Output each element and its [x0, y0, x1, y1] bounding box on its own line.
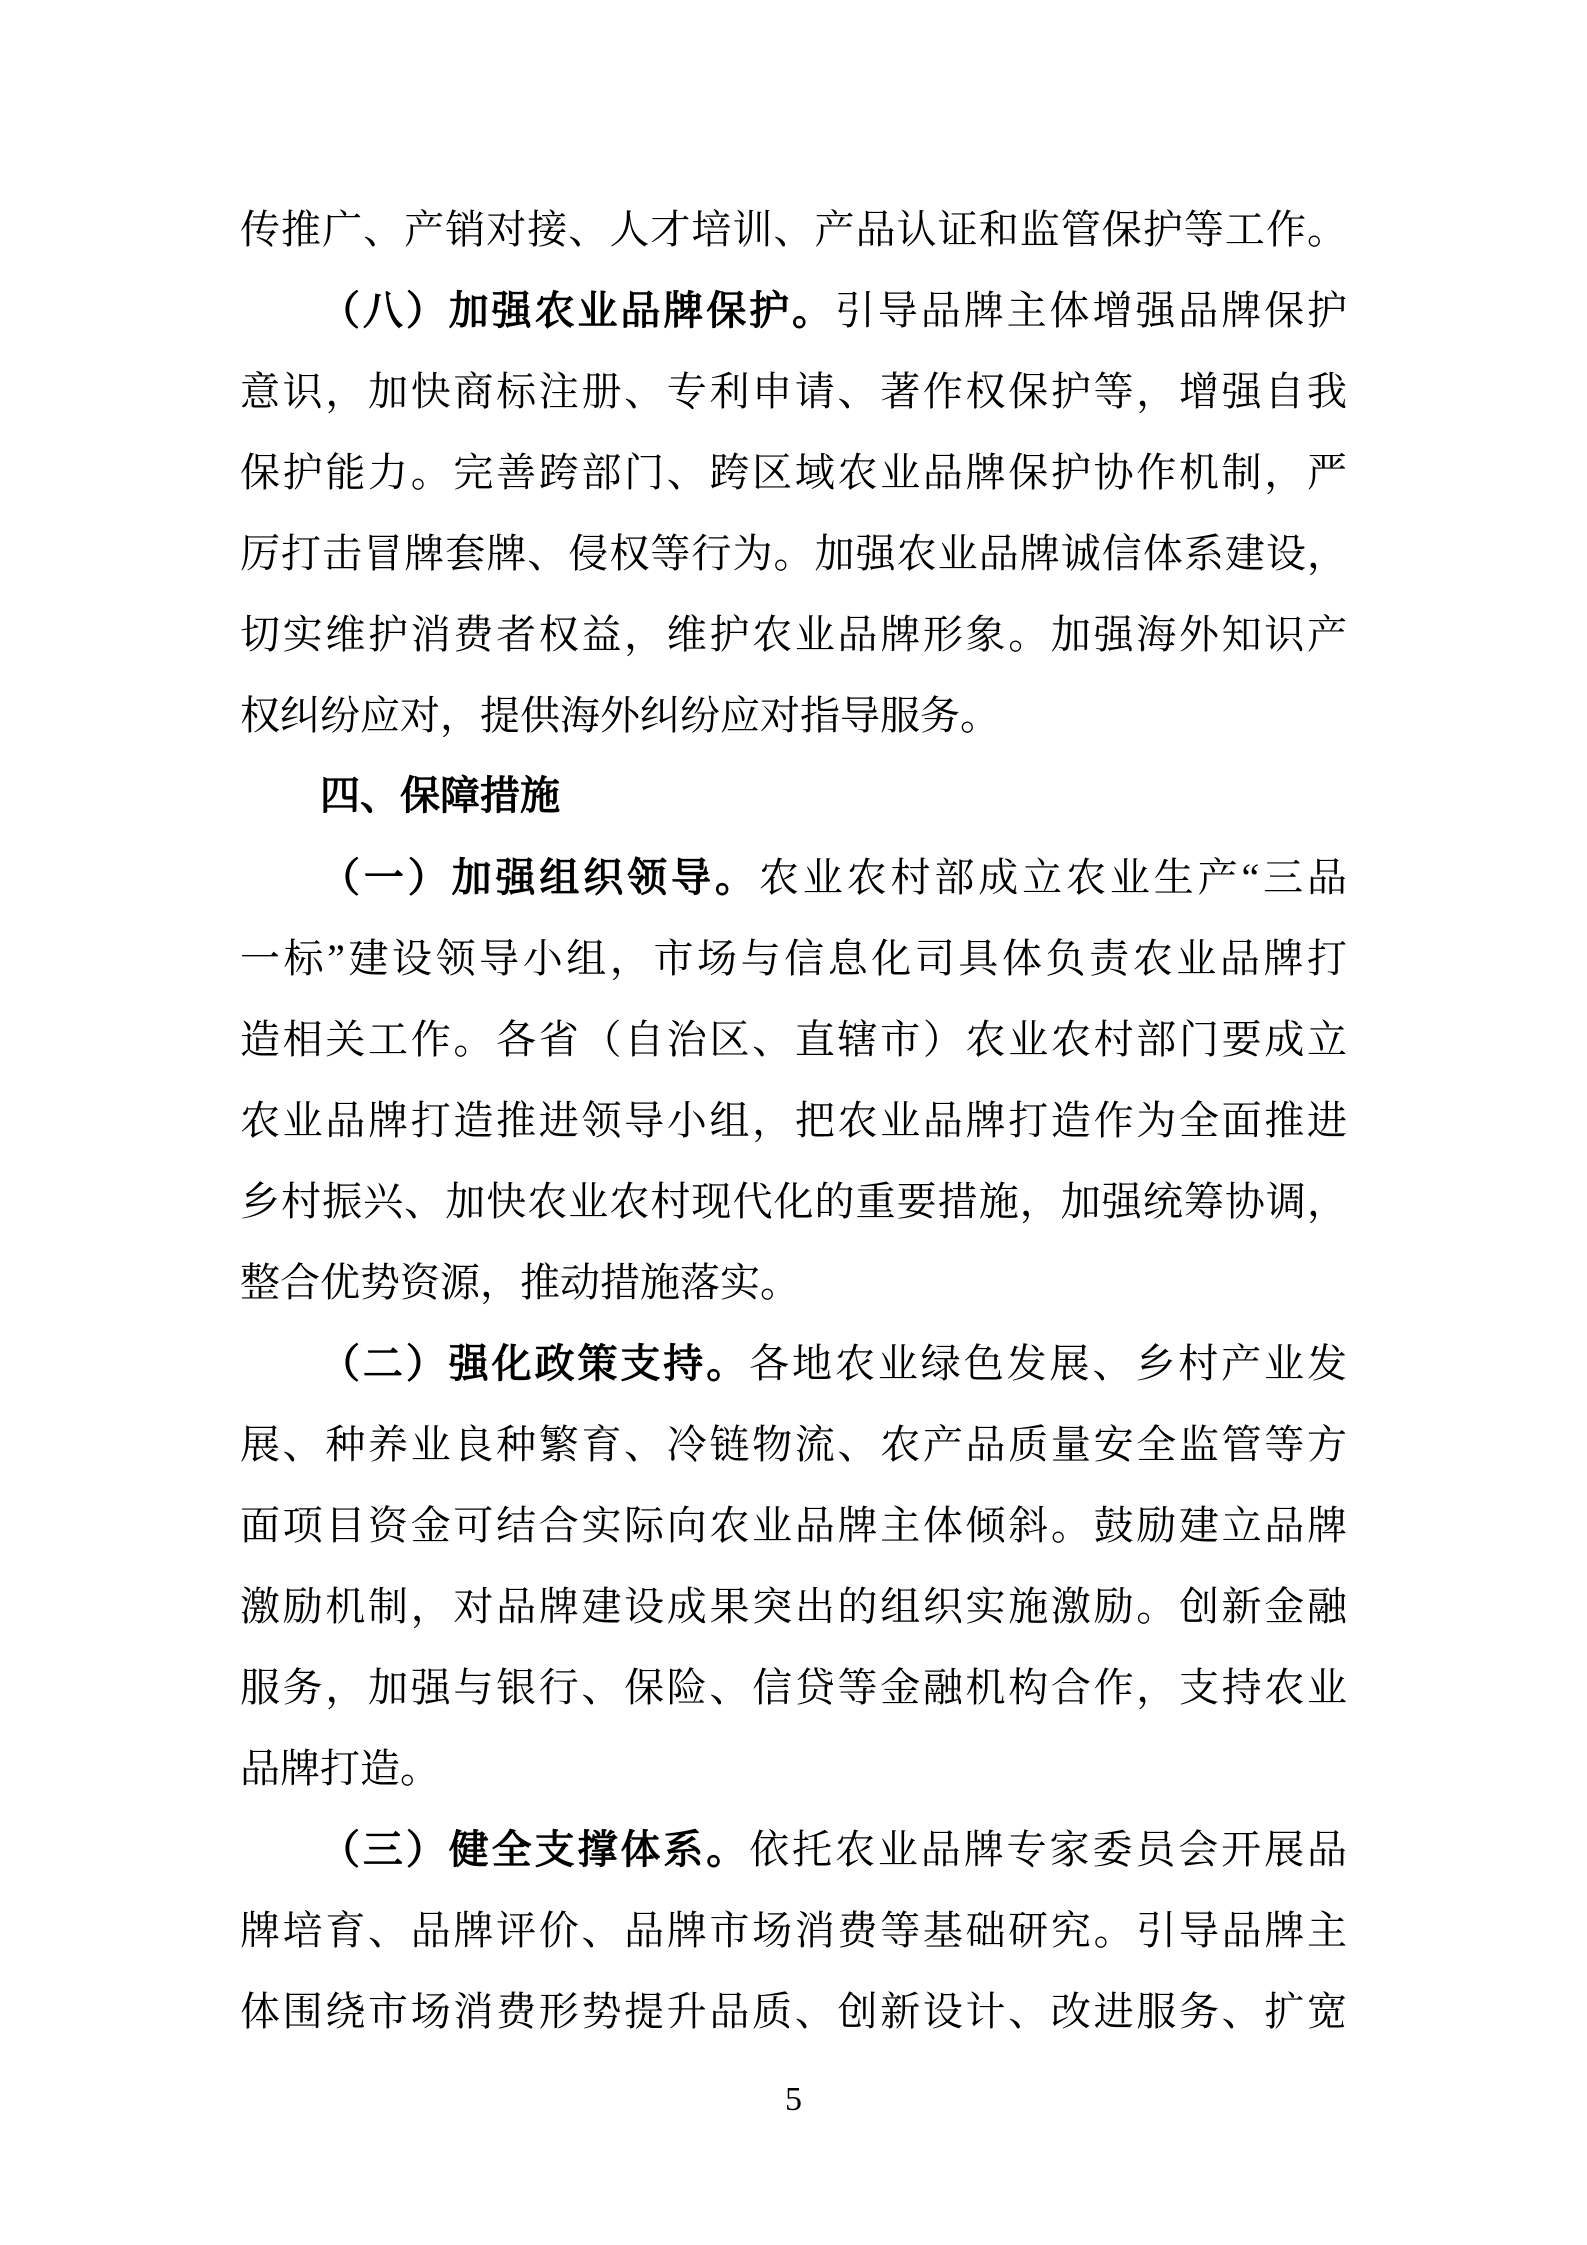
text-run: 乡村振兴、加快农业农村现代化的重要措施，加强统筹协调， [240, 1179, 1347, 1224]
bold-run: 四、保障措施 [320, 774, 560, 818]
text-line [240, 999, 1347, 1080]
text-run: 依托农业品牌专家委员会开展品 [749, 1827, 1347, 1872]
text-run: 造相关工作。各省（自治区、直辖市）农业农村部门要成立 [240, 1017, 1347, 1062]
text-run: 传推广、产销对接、人才培训、产品认证和监管保护等工作。 [240, 207, 1347, 252]
bold-run: （八）加强农业品牌保护。 [320, 288, 835, 333]
text-run: 意识，加快商标注册、专利申请、著作权保护等，增强自我 [240, 369, 1347, 414]
text-run: 激励机制，对品牌建设成果突出的组织实施激励。创新金融 [240, 1584, 1347, 1629]
text-run: 引导品牌主体增强品牌保护 [834, 288, 1347, 333]
text-line [240, 1404, 1347, 1485]
text-line [240, 432, 1347, 513]
text-line [240, 1566, 1347, 1647]
text-line [240, 351, 1347, 432]
text-line [240, 837, 1347, 918]
document-body [240, 189, 1347, 2052]
text-line [240, 1890, 1347, 1971]
text-line [240, 918, 1347, 999]
text-line [240, 1647, 1347, 1728]
text-run: 展、种养业良种繁育、冷链物流、农产品质量安全监管等方 [240, 1422, 1347, 1467]
text-run: 服务，加强与银行、保险、信贷等金融机构合作，支持农业 [240, 1665, 1347, 1710]
section-heading [240, 756, 1347, 837]
text-line [240, 189, 1347, 270]
text-line [240, 1161, 1347, 1242]
text-run: 切实维护消费者权益，维护农业品牌形象。加强海外知识产 [240, 612, 1347, 657]
text-line [240, 513, 1347, 594]
text-line [240, 270, 1347, 351]
text-line [240, 1728, 1347, 1809]
text-line [240, 1971, 1347, 2052]
bold-run: （三）健全支撑体系。 [320, 1827, 750, 1872]
text-line [240, 1323, 1347, 1404]
bold-run: （一）加强组织领导。 [320, 855, 759, 900]
text-line [240, 594, 1347, 675]
text-line [240, 1485, 1347, 1566]
text-run: 体围绕市场消费形势提升品质、创新设计、改进服务、扩宽 [240, 1989, 1347, 2034]
bold-run: （二）强化政策支持。 [320, 1341, 750, 1386]
text-line [240, 1809, 1347, 1890]
text-run: 农业品牌打造推进领导小组，把农业品牌打造作为全面推进 [240, 1098, 1347, 1143]
text-run: 面项目资金可结合实际向农业品牌主体倾斜。鼓励建立品牌 [240, 1503, 1347, 1548]
text-run: 权纠纷应对，提供海外纠纷应对指导服务。 [240, 693, 1000, 738]
text-run: 品牌打造。 [240, 1746, 440, 1791]
text-run: 整合优势资源，推动措施落实。 [240, 1260, 800, 1305]
text-line [240, 675, 1347, 756]
text-line [240, 1080, 1347, 1161]
text-line [240, 1242, 1347, 1323]
text-run: 保护能力。完善跨部门、跨区域农业品牌保护协作机制，严 [240, 450, 1347, 495]
text-run: 农业农村部成立农业生产“三品 [758, 855, 1347, 900]
text-run: 厉打击冒牌套牌、侵权等行为。加强农业品牌诚信体系建设， [240, 531, 1347, 576]
text-run: 各地农业绿色发展、乡村产业发 [749, 1341, 1347, 1386]
text-run: 一标”建设领导小组，市场与信息化司具体负责农业品牌打 [240, 936, 1347, 981]
text-run: 牌培育、品牌评价、品牌市场消费等基础研究。引导品牌主 [240, 1908, 1347, 1953]
page-number: 5 [785, 2081, 802, 2118]
